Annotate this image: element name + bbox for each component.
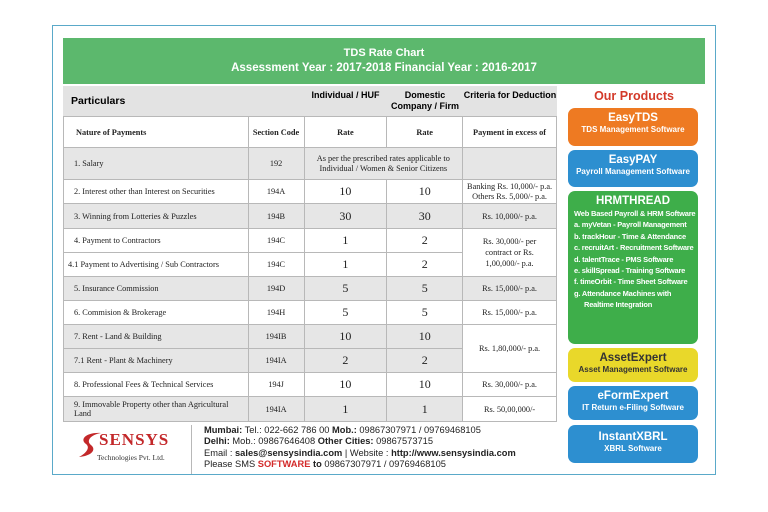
col-nature: Nature of Payments — [64, 117, 249, 148]
table-row — [64, 373, 557, 397]
tds-rate-table — [63, 116, 557, 422]
table-row — [64, 277, 557, 301]
row-rate-domestic: 30 — [387, 204, 463, 229]
row-nature: 1. Salary — [64, 148, 249, 180]
product-easytds[interactable]: EasyTDS TDS Management Software — [568, 108, 698, 146]
row-rate-domestic: 10 — [387, 325, 463, 349]
row-rate-domestic: 2 — [387, 349, 463, 373]
row-rate-individual: 10 — [304, 373, 387, 397]
sms-line: Please SMS SOFTWARE to 09867307971 / 09769468105 — [204, 459, 446, 470]
product-assetexpert[interactable]: AssetExpert Asset Management Software — [568, 348, 698, 382]
table-header-row — [64, 117, 557, 148]
col-rate-individual: Rate — [304, 117, 387, 148]
row-rate-domestic: 2 — [387, 229, 463, 253]
row-rate-individual: 30 — [304, 204, 387, 229]
domestic-heading: Domestic Company / Firm — [387, 86, 463, 116]
row-nature: 4. Payment to Contractors — [64, 229, 249, 253]
row-rate-domestic: 5 — [387, 301, 463, 325]
table-row — [64, 229, 557, 253]
row-rate-individual: 5 — [304, 301, 387, 325]
row-nature: 8. Professional Fees & Technical Services — [64, 373, 249, 397]
row-rate-domestic: 1 — [387, 397, 463, 422]
row-nature: 2. Interest other than Interest on Securities — [64, 180, 249, 204]
chart-subtitle: Assessment Year : 2017-2018 Financial Year : 2016-2017 — [231, 62, 537, 74]
product-easypay[interactable]: EasyPAY Payroll Management Software — [568, 150, 698, 187]
row-payment: Rs. 10,000/- p.a. — [463, 204, 557, 229]
row-rate-domestic: 10 — [387, 180, 463, 204]
table-row — [64, 301, 557, 325]
row-section: 194H — [248, 301, 304, 325]
row-section: 194D — [248, 277, 304, 301]
row-payment: Rs. 30,000/- per contract or Rs. 1,00,000/- p.a. — [463, 229, 557, 277]
sensys-logo — [63, 422, 188, 475]
products-title: Our Products — [594, 89, 674, 103]
table-row — [64, 397, 557, 422]
row-nature: 9. Immovable Property other than Agricultural Land — [64, 397, 249, 422]
chart-title: TDS Rate Chart — [343, 47, 425, 59]
criteria-heading: Criteria for Deduction — [463, 86, 557, 116]
hrm-item: c. recruitArt - Recruitment Software — [574, 243, 694, 253]
row-nature: 3. Winning from Lotteries & Puzzles — [64, 204, 249, 229]
product-instantxbrl[interactable]: InstantXBRL XBRL Software — [568, 425, 698, 463]
row-rate-domestic: 10 — [387, 373, 463, 397]
row-nature: 4.1 Payment to Advertising / Sub Contractors — [64, 253, 249, 277]
col-rate-domestic: Rate — [387, 117, 463, 148]
row-section: 192 — [248, 148, 304, 180]
row-section: 194B — [248, 204, 304, 229]
delhi-line: Delhi: Mob.: 09867646408 Other Cities: 09867573715 — [204, 436, 434, 447]
row-rate-individual: 1 — [304, 229, 387, 253]
row-payment — [463, 148, 557, 180]
row-section: 194IB — [248, 325, 304, 349]
row-nature: 5. Insurance Commission — [64, 277, 249, 301]
row-payment: Rs. 15,000/- p.a. — [463, 301, 557, 325]
row-rate-individual: 5 — [304, 277, 387, 301]
row-rate-domestic: 2 — [387, 253, 463, 277]
logo-tagline: Technologies Pvt. Ltd. — [97, 453, 165, 462]
contact-footer — [63, 421, 557, 474]
products-panel — [563, 86, 705, 463]
website-link[interactable]: http://www.sensysindia.com — [391, 447, 516, 458]
row-rate-individual: 10 — [304, 180, 387, 204]
row-section: 194J — [248, 373, 304, 397]
hrm-item: g. Attendance Machines with — [574, 288, 672, 298]
mumbai-line: Mumbai: Tel.: 022-662 786 00 Mob.: 09867307971 / 09769468105 — [204, 425, 481, 435]
row-section: 194IA — [248, 349, 304, 373]
hrm-item: Realtime Integration — [584, 300, 653, 310]
contact-details — [191, 425, 557, 474]
individual-heading: Individual / HUF — [304, 86, 387, 116]
logo-name: SENSYS — [99, 430, 170, 449]
row-section: 194C — [248, 253, 304, 277]
row-rate-individual: 1 — [304, 253, 387, 277]
row-section: 194C — [248, 229, 304, 253]
hrm-item: e. skillSpread - Training Software — [574, 266, 686, 276]
row-section: 194IA — [248, 397, 304, 422]
row-rate-domestic: 5 — [387, 277, 463, 301]
email-link[interactable]: sales@sensysindia.com — [235, 447, 343, 458]
hrm-item: f. timeOrbit - Time Sheet Software — [574, 277, 688, 287]
row-payment: Rs. 50,00,000/- — [463, 397, 557, 422]
product-hrmthread[interactable]: HRMTHREAD Web Based Payroll & HRM Software a. myVetan - Payroll Management b. trackHour - Time & Attendance c. recruitArt - Recruitment Software d. talentTrace - PMS Software e. skillSpread - Training Software f. timeOrbit - Time Sheet Software g. Attendance Machines with Realtime Integration — [568, 191, 698, 344]
row-nature: 7.1 Rent - Plant & Machinery — [64, 349, 249, 373]
row-rate-individual: 2 — [304, 349, 387, 373]
table-row — [64, 148, 557, 180]
hrm-item: a. myVetan - Payroll Management — [574, 220, 687, 230]
row-rate-individual: 1 — [304, 397, 387, 422]
hrm-item: d. talentTrace - PMS Software — [574, 254, 674, 264]
row-payment: Rs. 1,80,000/- p.a. — [463, 325, 557, 373]
sms-keyword: SOFTWARE — [257, 459, 311, 470]
row-note: As per the prescribed rates applicable to Individual / Women & Senior Citizens — [304, 148, 463, 180]
row-section: 194A — [248, 180, 304, 204]
col-section: Section Code — [248, 117, 304, 148]
row-rate-individual: 10 — [304, 325, 387, 349]
row-nature: 7. Rent - Land & Building — [64, 325, 249, 349]
table-row — [64, 204, 557, 229]
hrm-item: b. trackHour - Time & Attendance — [574, 231, 686, 241]
product-eformexpert[interactable]: eFormExpert IT Return e-Filing Software — [568, 386, 698, 420]
table-row — [64, 325, 557, 349]
row-nature: 6. Commision & Brokerage — [64, 301, 249, 325]
chart-header — [63, 38, 705, 84]
row-payment: Banking Rs. 10,000/- p.a. Others Rs. 5,000/- p.a. — [463, 180, 557, 204]
email-line: Email : sales@sensysindia.com | Website : http://www.sensysindia.com — [204, 447, 516, 458]
table-row — [64, 180, 557, 204]
row-payment: Rs. 15,000/- p.a. — [463, 277, 557, 301]
col-payment: Payment in excess of — [463, 117, 557, 148]
particulars-heading: Particulars — [63, 86, 304, 116]
row-payment: Rs. 30,000/- p.a. — [463, 373, 557, 397]
